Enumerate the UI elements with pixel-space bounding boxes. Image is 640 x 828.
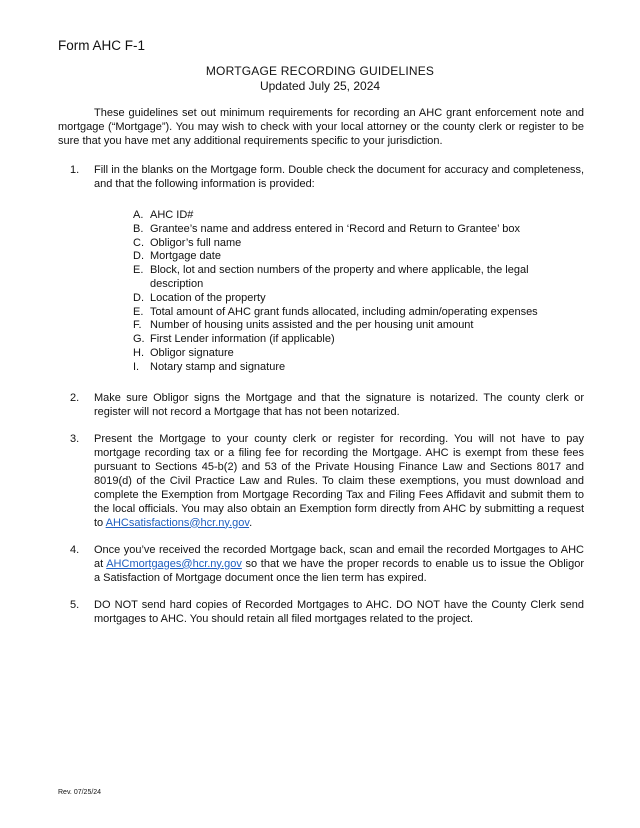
list-item [94,209,584,223]
item-letter: G. [133,333,145,346]
list-item [94,237,584,251]
item-text: Total amount of AHC grant funds allocated, including admin/operating expenses [150,305,538,318]
step-number: 5. [70,598,80,611]
step-text: Fill in the blanks on the Mortgage form. Double check the document for accuracy and completeness, and that the following information is provided: [94,164,584,190]
step-text: Make sure Obligor signs the Mortgage and that the signature is notarized. The county clerk or register will not record a Mortgage that has not been notarized. [94,391,584,418]
list-item [94,250,584,264]
item-letter: D. [133,291,144,304]
step-number: 1. [70,164,80,176]
list-item [94,333,584,347]
revision-date: Rev. 07/25/24 [58,789,102,796]
step-5 [58,598,584,626]
step-4 [58,543,584,585]
item-letter: H. [133,346,144,359]
step-2 [58,391,584,419]
item-letter: E. [133,305,144,318]
step-text: DO NOT send hard copies of Recorded Mortgages to AHC. DO NOT have the County Clerk send mortgages to AHC. You should retain all filed mortgages related to the project. [94,598,584,625]
step-number: 4. [70,543,80,556]
item-letter: I. [133,360,140,373]
item-text: Grantee’s name and address entered in ‘Record and Return to Grantee’ box [150,222,520,235]
item-text: AHC ID# [150,209,194,221]
item-text: Block, lot and section numbers of the property and where applicable, the legal description [150,264,529,290]
item-text: Number of housing units assisted and the per housing unit amount [150,319,474,332]
list-item [94,347,584,361]
intro-paragraph: These guidelines set out minimum requirements for recording an AHC grant enforcement note and mortgage (“Mortgage”). You may wish to check with your local attorney or the county clerk or register to be sure that you have met any additional requirements specific to your jurisdiction. [58,107,584,147]
required-info-list [94,209,584,375]
item-text: Obligor signature [150,346,234,359]
step-text: Once you’ve received the recorded Mortgage back, scan and email the recorded Mortgages to AHC at [94,543,584,570]
list-item [94,223,584,237]
step-1 [58,163,584,375]
step-text-after: . [249,516,253,529]
step-number: 3. [70,432,80,445]
step-number: 2. [70,391,80,404]
step-text-after: so that we have the proper records to enable us to issue the Obligor a Satisfaction of Mortgage document once the lien term has expired. [94,557,584,584]
list-item [94,264,584,292]
item-letter: D. [133,250,144,263]
list-item [94,292,584,306]
satisfactions-email-link[interactable]: AHCsatisfactions@hcr.ny.gov [105,516,250,529]
item-text: Notary stamp and signature [150,360,286,373]
item-letter: B. [133,222,144,235]
list-item [94,361,584,375]
document-title: MORTGAGE RECORDING GUIDELINES [205,64,435,78]
updated-date: Updated July 25, 2024 [259,79,381,93]
item-letter: E. [133,264,144,277]
steps-list [58,163,584,626]
item-text: First Lender information (if applicable) [150,333,335,346]
item-text: Mortgage date [150,250,221,263]
item-text: Obligor’s full name [150,236,242,249]
step-text: Present the Mortgage to your county clerk or register for recording. You will not have to pay mortgage recording tax or a filing fee for recording the Mortgage. AHC is exempt from these fees pursuant to Sections 45-b(2) and 53 of the Private Housing Finance Law and Sections 8017 and 8019(d) of the Civil Practice Law and Rules. To claim these exemptions, you must download and complete the Exemption from Mortgage Recording Tax and Filing Fees Affidavit and submit them to the local officials. You may also obtain an Exemption form directly from AHC by submitting a request to [94,432,584,529]
mortgages-email-link[interactable]: AHCmortgages@hcr.ny.gov [106,557,242,570]
list-item [94,306,584,320]
item-letter: F. [133,319,142,332]
item-letter: A. [133,209,144,221]
title-block [0,64,640,94]
item-text: Location of the property [150,291,266,304]
list-item [94,319,584,333]
step-3 [58,432,584,530]
form-id: Form AHC F-1 [58,38,146,53]
item-letter: C. [133,236,144,249]
